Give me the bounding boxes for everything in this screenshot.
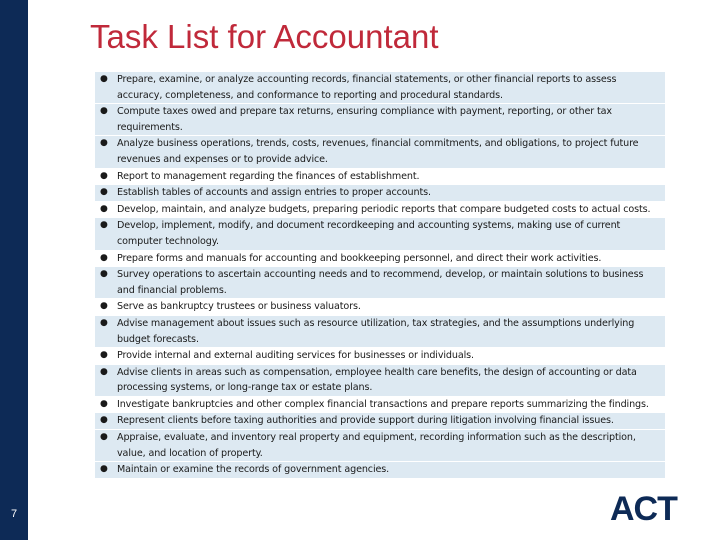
task-item <box>95 169 665 185</box>
task-item <box>95 136 665 167</box>
bullet-icon: ● <box>100 170 108 181</box>
task-text: Report to management regarding the finances of establishment. <box>117 170 420 182</box>
task-list <box>95 72 665 479</box>
bullet-icon: ● <box>100 74 108 84</box>
task-text: Analyze business operations, trends, costs, revenues, financial commitments, and obligations, to project future revenues and expenses or to provide advice. <box>117 138 639 165</box>
task-item <box>95 185 665 201</box>
task-item <box>95 348 665 364</box>
slide-title: Task List for Accountant <box>90 18 439 55</box>
task-text: Prepare forms and manuals for accounting and bookkeeping personnel, and direct their work activities. <box>117 252 602 264</box>
bullet-icon: ● <box>100 252 108 263</box>
bullet-icon: ● <box>100 432 108 443</box>
bullet-icon: ● <box>100 138 108 149</box>
bullet-icon: ● <box>100 301 108 312</box>
task-text: Prepare, examine, or analyze accounting records, financial statements, or other financial reports to assess accuracy, completeness, and conformance to reporting and procedural standards. <box>117 74 617 101</box>
task-text: Maintain or examine the records of government agencies. <box>117 464 390 476</box>
bullet-icon: ● <box>100 398 108 409</box>
bullet-icon: ● <box>100 350 108 361</box>
task-text: Provide internal and external auditing services for businesses or individuals. <box>117 350 474 362</box>
slide-number: 7 <box>10 508 18 520</box>
task-text: Compute taxes owed and prepare tax returns, ensuring compliance with payment, reporting, or other tax requirements. <box>117 106 612 133</box>
bullet-icon: ● <box>100 187 108 198</box>
task-item <box>95 397 665 413</box>
task-text: Advise clients in areas such as compensation, employee health care benefits, the design of accounting or data processing systems, or long-range tax or estate plans. <box>117 366 637 394</box>
task-text: Investigate bankruptcies and other complex financial transactions and prepare reports summarizing the findings. <box>117 398 649 410</box>
bullet-icon: ● <box>100 415 108 426</box>
task-text: Survey operations to ascertain accounting needs and to recommend, develop, or maintain solutions to business and financial problems. <box>117 269 644 296</box>
bullet-icon: ● <box>100 269 108 280</box>
task-item <box>95 202 665 218</box>
bullet-icon: ● <box>100 317 108 328</box>
task-text: Serve as bankruptcy trustees or business valuators. <box>117 301 361 313</box>
task-item <box>95 72 665 103</box>
task-item <box>95 251 665 267</box>
task-item <box>95 218 665 249</box>
bullet-icon: ● <box>100 106 108 117</box>
task-item <box>95 104 665 135</box>
bullet-icon: ● <box>100 366 108 377</box>
task-text: Establish tables of accounts and assign entries to proper accounts. <box>117 187 431 199</box>
task-text: Develop, implement, modify, and document recordkeeping and accounting systems, making use of current computer technology. <box>117 220 621 247</box>
act-logo: ACT <box>610 490 677 528</box>
task-text: Advise management about issues such as resource utilization, tax strategies, and the assumptions underlying budget forecasts. <box>117 317 635 345</box>
task-item <box>95 299 665 315</box>
bullet-icon: ● <box>100 464 108 475</box>
task-text: Appraise, evaluate, and inventory real property and equipment, recording information such as the description, value, and location of property. <box>117 432 636 459</box>
task-item <box>95 267 665 298</box>
bullet-icon: ● <box>100 220 108 231</box>
bullet-icon: ● <box>100 203 108 214</box>
task-item <box>95 430 665 461</box>
task-item <box>95 365 665 396</box>
task-item <box>95 316 665 347</box>
task-text: Develop, maintain, and analyze budgets, preparing periodic reports that compare budgeted costs to actual costs. <box>117 203 651 215</box>
task-item <box>95 462 665 478</box>
left-accent-bar <box>0 0 28 540</box>
task-text: Represent clients before taxing authorities and provide support during litigation involving financial issues. <box>117 415 614 427</box>
task-item <box>95 413 665 429</box>
